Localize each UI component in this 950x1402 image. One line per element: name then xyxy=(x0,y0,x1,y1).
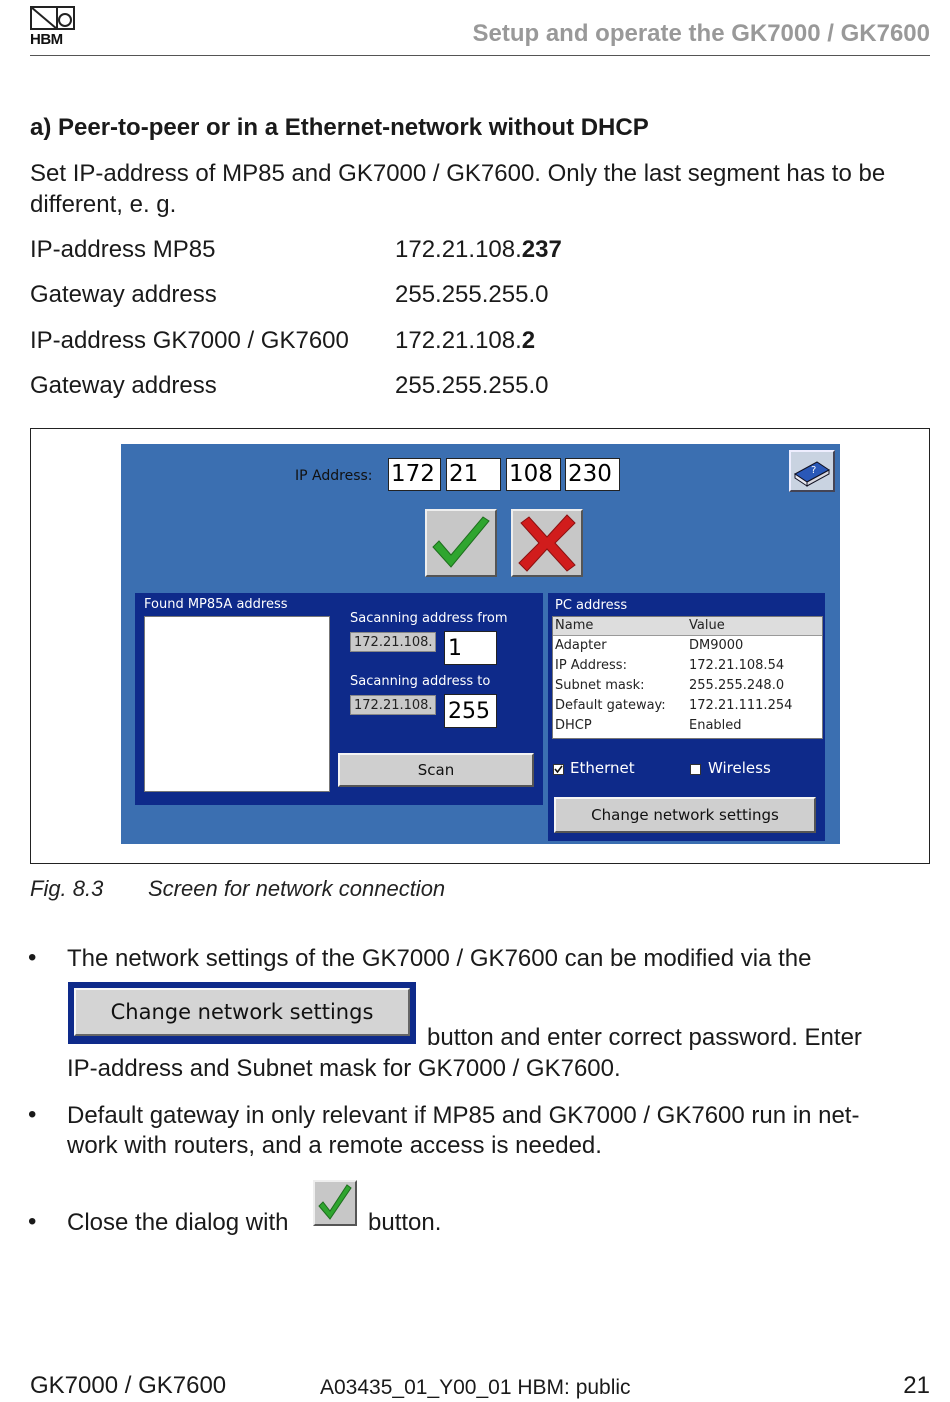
change-network-settings-button[interactable]: Change network settings xyxy=(554,797,816,833)
ok-button[interactable] xyxy=(425,509,497,577)
header-divider xyxy=(30,55,930,56)
figure-caption xyxy=(30,876,446,902)
bullet-3-text-before: Close the dialog with xyxy=(67,1209,289,1236)
bullet-1-line-1: The network settings of the GK7000 / GK7600 can be modified via the xyxy=(67,945,812,972)
table-header-row xyxy=(553,616,822,636)
bullet-2-line-2: work with routers, and a remote access is needed. xyxy=(67,1132,602,1159)
pc-address-table xyxy=(552,616,823,739)
row-name: Subnet mask: xyxy=(555,678,645,693)
footer-document-id: A03435_01_Y00_01 HBM: public xyxy=(320,1376,631,1399)
hbm-logo xyxy=(30,6,76,46)
row-value-gateway-2: 255.255.255.0 xyxy=(395,372,549,399)
bullet-1-line-2: button and enter correct password. Enter xyxy=(427,1024,862,1051)
page-number: 21 xyxy=(903,1372,930,1399)
help-book-icon xyxy=(791,452,833,490)
inline-change-settings-label: Change network settings xyxy=(74,988,410,1036)
cross-icon xyxy=(513,511,581,575)
row-name: IP Address: xyxy=(555,658,627,673)
wireless-label: Wireless xyxy=(708,759,771,777)
figure-number: Fig. 8.3 xyxy=(30,876,104,901)
checkmark-icon xyxy=(427,511,495,575)
checkmark-icon xyxy=(315,1182,355,1224)
help-button[interactable] xyxy=(789,450,835,492)
ip-octet-1-input[interactable]: 172 xyxy=(388,458,441,491)
row-label-gateway-2: Gateway address xyxy=(30,372,217,399)
row-name: Adapter xyxy=(555,638,607,653)
network-screen xyxy=(121,444,840,844)
bullet-3-symbol: • xyxy=(28,1208,37,1235)
scan-to-input[interactable]: 255 xyxy=(444,694,497,728)
table-row xyxy=(553,696,822,716)
row-label-gateway-1: Gateway address xyxy=(30,281,217,308)
intro-paragraph: Set IP-address of MP85 and GK7000 / GK7600. Only the last segment has to be different, e. g. xyxy=(30,160,886,218)
bullet-1-symbol: • xyxy=(28,944,37,971)
ip-octet-2-input[interactable]: 21 xyxy=(446,458,501,491)
row-label-ip-mp85: IP-address MP85 xyxy=(30,236,216,263)
row-value: Enabled xyxy=(689,718,742,733)
wireless-checkbox[interactable] xyxy=(690,764,701,775)
row-value-ip-mp85: 172.21.108.237 xyxy=(395,236,562,263)
footer-product: GK7000 / GK7600 xyxy=(30,1372,227,1399)
row-value: 255.255.248.0 xyxy=(689,678,785,693)
svg-text:?: ? xyxy=(811,465,817,476)
inline-ok-button-illustration xyxy=(313,1180,357,1226)
ethernet-checkbox[interactable] xyxy=(553,764,564,775)
scan-to-prefix: 172.21.108. xyxy=(350,695,436,715)
scan-from-caption: Sacanning address from xyxy=(350,611,508,626)
row-name: Default gateway: xyxy=(555,698,666,713)
ip-octet-4-input[interactable]: 230 xyxy=(565,458,620,491)
checkbox-check-icon xyxy=(554,765,563,774)
table-row xyxy=(553,656,822,676)
ethernet-label: Ethernet xyxy=(570,759,635,777)
table-row xyxy=(553,716,822,736)
scan-from-input[interactable]: 1 xyxy=(444,631,497,665)
header-name: Name xyxy=(555,618,594,633)
row-value-ip-gk: 172.21.108.2 xyxy=(395,327,536,354)
pc-address-caption: PC address xyxy=(555,598,628,613)
header-title: Setup and operate the GK7000 / GK7600 xyxy=(472,20,930,47)
bullet-2-line-1: Default gateway in only relevant if MP85 and GK7000 / GK7600 run in net- xyxy=(67,1102,860,1129)
pc-address-panel xyxy=(548,593,825,841)
row-value: DM9000 xyxy=(689,638,744,653)
scan-to-caption: Sacanning address to xyxy=(350,674,491,689)
figure-caption-text: Screen for network connection xyxy=(148,876,446,901)
cancel-button[interactable] xyxy=(511,509,583,577)
table-row xyxy=(553,636,822,656)
logo-text: HBM xyxy=(30,31,63,48)
scan-from-prefix: 172.21.108. xyxy=(350,632,436,652)
section-heading: a) Peer-to-peer or in a Ethernet-network without DHCP xyxy=(30,114,649,141)
bullet-3-text-after: button. xyxy=(368,1209,442,1236)
header-value: Value xyxy=(689,618,725,633)
bullet-2-symbol: • xyxy=(28,1101,37,1128)
ip-octet-3-input[interactable]: 108 xyxy=(506,458,561,491)
row-name: DHCP xyxy=(555,718,592,733)
hbm-logo-mark-icon xyxy=(30,6,76,32)
row-value-gateway-1: 255.255.255.0 xyxy=(395,281,549,308)
row-label-ip-gk: IP-address GK7000 / GK7600 xyxy=(30,327,349,354)
row-value: 172.21.111.254 xyxy=(689,698,793,713)
bullet-1-line-3: IP-address and Subnet mask for GK7000 / GK7600. xyxy=(67,1055,621,1082)
found-address-list[interactable] xyxy=(144,616,330,792)
found-address-caption: Found MP85A address xyxy=(144,597,288,612)
inline-change-settings-button xyxy=(68,982,416,1044)
scan-button[interactable]: Scan xyxy=(338,753,534,787)
ip-address-label: IP Address: xyxy=(295,468,373,484)
found-address-panel xyxy=(135,593,543,805)
row-value: 172.21.108.54 xyxy=(689,658,785,673)
table-row xyxy=(553,676,822,696)
